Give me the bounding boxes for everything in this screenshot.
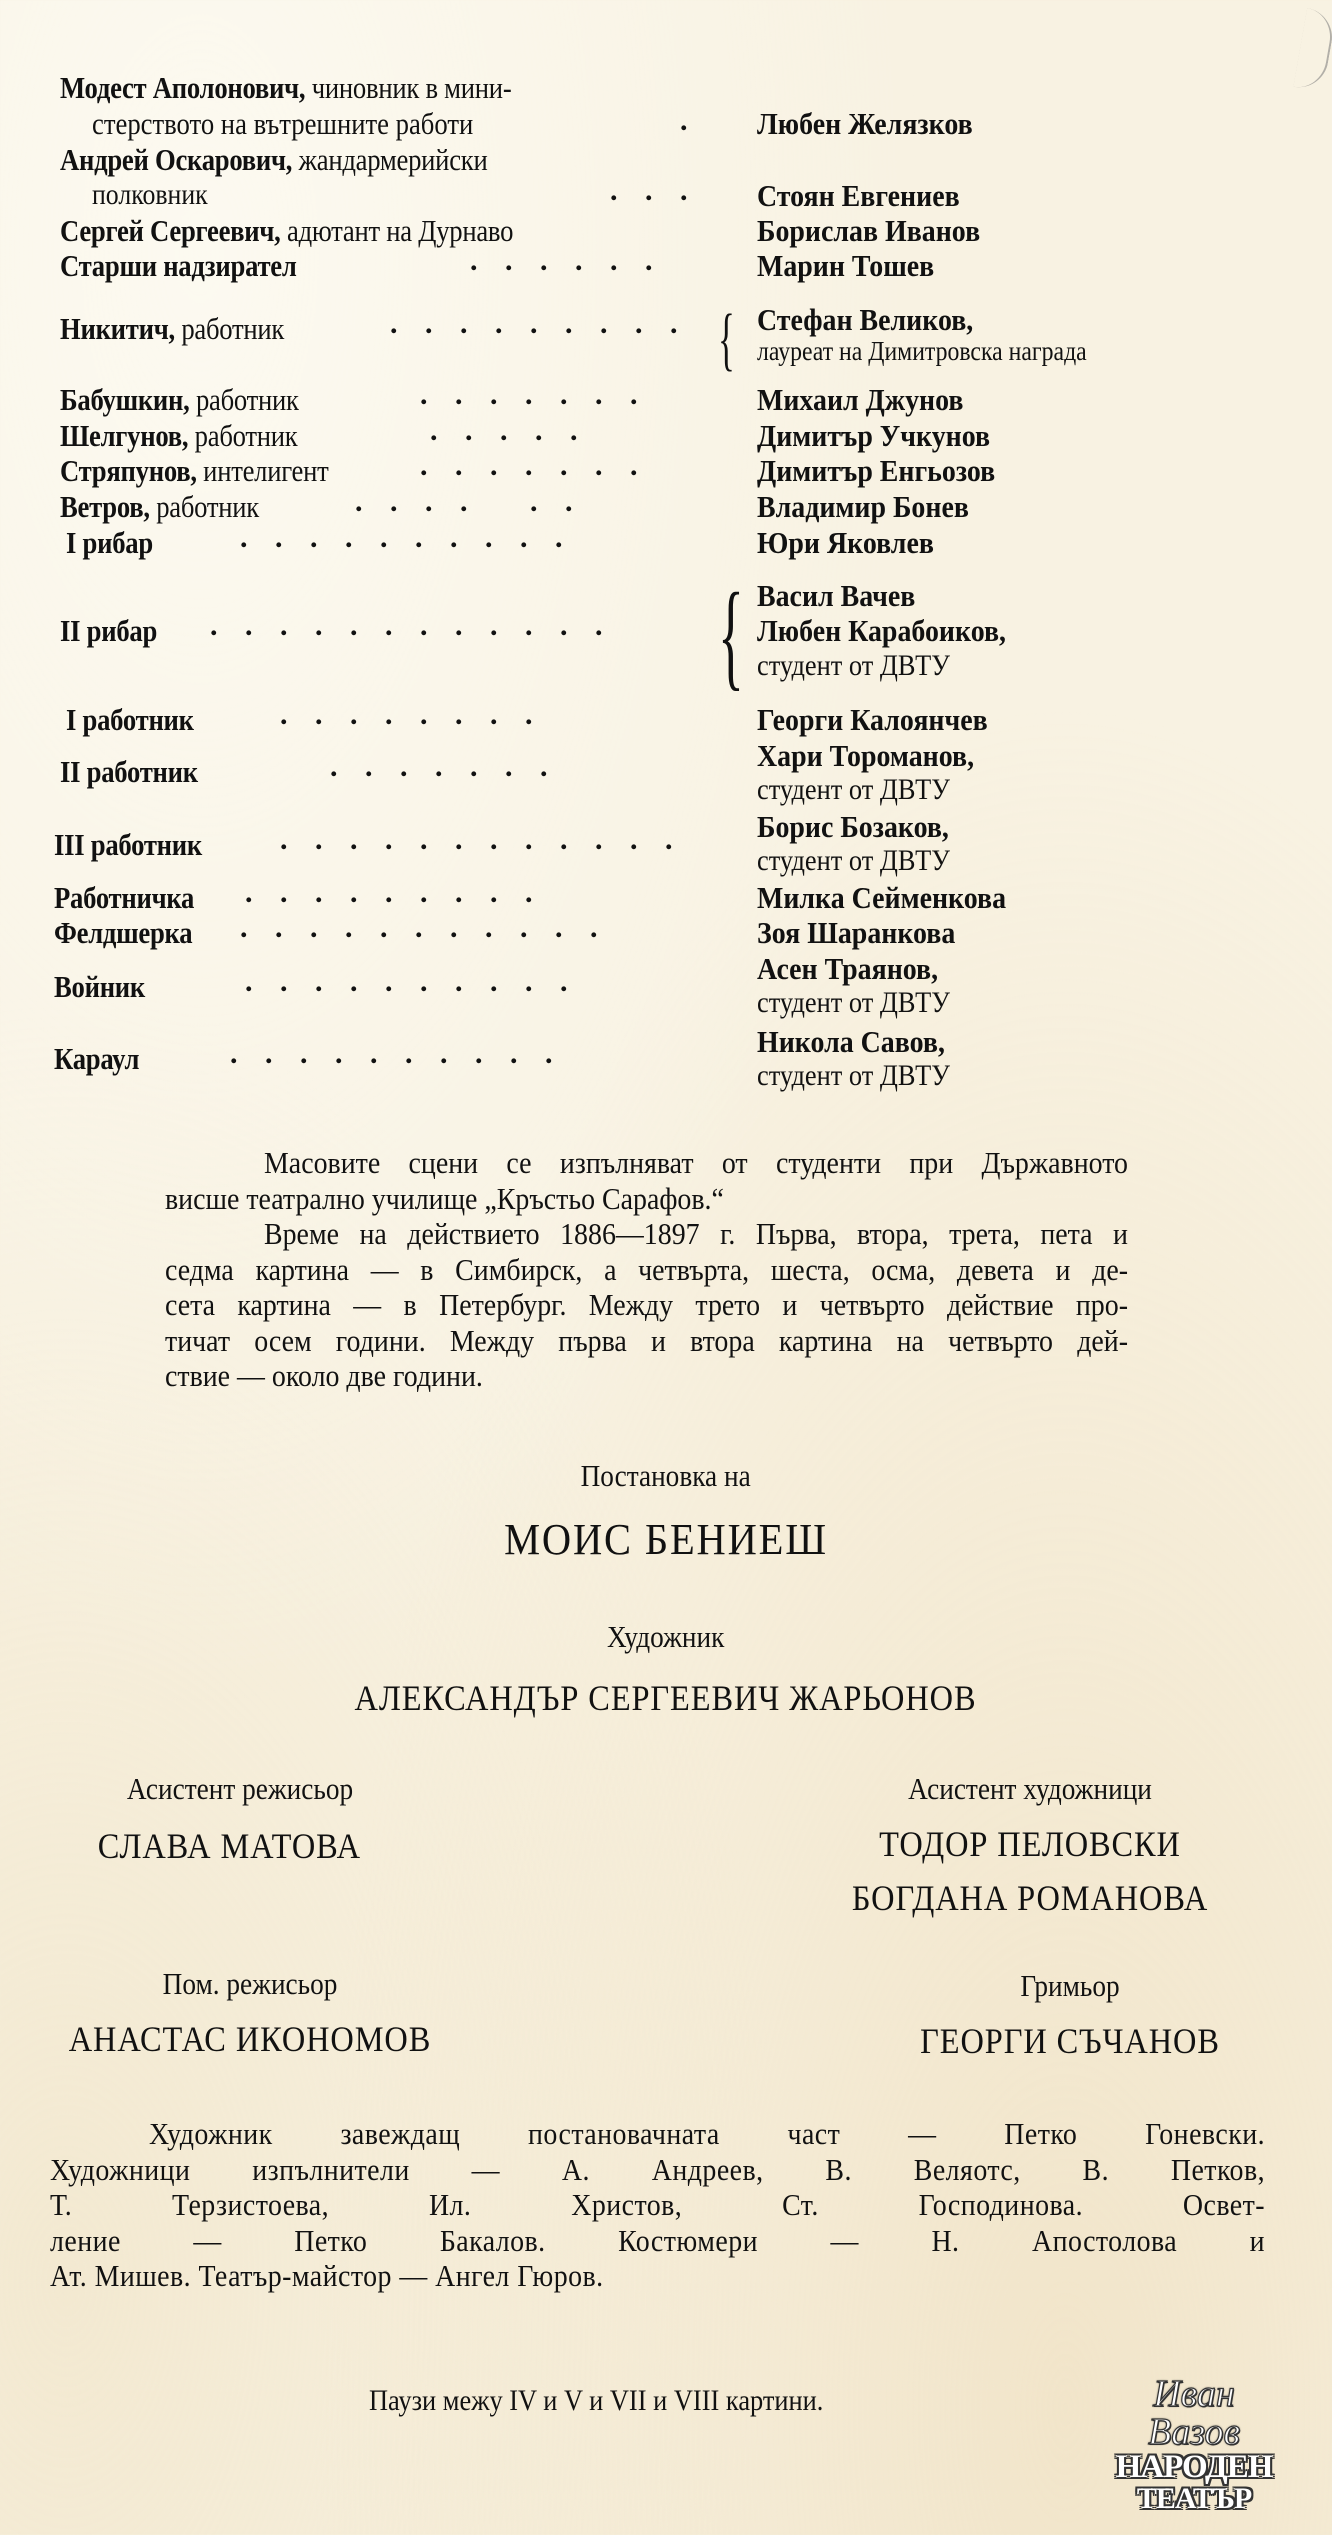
- role-name: III работник: [54, 827, 202, 862]
- actor-note: студент от ДВТУ: [757, 773, 950, 806]
- actor-name: Асен Траянов,: [757, 951, 939, 986]
- staff-paragraph: [50, 2116, 1265, 2294]
- national-theatre-logo: [1110, 2373, 1278, 2515]
- notes-line: висше театрално училище „Кръстьо Сарафов.“: [165, 1180, 724, 1216]
- actor-name: Васил Вачев: [757, 578, 916, 613]
- role-vetrov: [60, 491, 259, 522]
- actor-name: Никола Савов,: [757, 1024, 945, 1059]
- logo-line1: НАРОДЕН: [1115, 2449, 1273, 2485]
- deputy-director-name: АНАСТАС ИКОНОМОВ: [68, 2019, 432, 2059]
- actor-name: Димитър Учкунов: [757, 418, 991, 453]
- asst-designers-label: Асистент художници: [908, 1771, 1152, 1806]
- actor-note: лауреат на Димитровска награда: [757, 336, 1087, 366]
- leader-dots: . . . . . . . . . .: [240, 521, 573, 554]
- staff-line: Художници изпълнители — А. Андреев, В. Веляотс, В. Петков,: [50, 2151, 1265, 2187]
- actor-name: Хари Тороманов,: [757, 738, 975, 773]
- role-desc: работник: [174, 311, 285, 346]
- director-wrap: [0, 1515, 1332, 1564]
- notes-paragraph: [165, 1145, 1128, 1394]
- actor-name: Зоя Шаранкова: [757, 915, 956, 950]
- role-soldier: [54, 971, 145, 1002]
- role-guard: [54, 1043, 139, 1074]
- role-name: Работничка: [54, 880, 195, 915]
- role-name: Никитич,: [60, 311, 175, 346]
- brace-icon: {: [718, 568, 744, 701]
- notes-line: Масовите сцени се изпълняват от студенти при Държавното: [264, 1145, 1128, 1180]
- notes-line: ствие — около две години.: [165, 1358, 483, 1393]
- role-name: Модест Аполонович,: [60, 70, 306, 105]
- pencil-mark: [1293, 8, 1332, 92]
- role-name: II работник: [60, 754, 198, 789]
- role-name: Андрей Оскарович,: [60, 142, 293, 177]
- staff-line: ление — Петко Бакалов. Костюмери — Н. Апостолова и: [50, 2222, 1265, 2258]
- role-desc: адютант на Дурнаво: [280, 213, 514, 248]
- intermissions-wrap: [0, 2386, 1262, 2416]
- role-stryapunov: [60, 455, 329, 486]
- leader-dots: . . . . . .: [470, 244, 663, 277]
- role-babushkin: [60, 384, 299, 415]
- role-worker-1: [66, 704, 194, 735]
- asst-designer-name: БОГДАНА РОМАНОВА: [851, 1878, 1209, 1918]
- staff-line: Ат. Мишев. Театър-майстор — Ангел Гюров.: [50, 2258, 604, 2293]
- role-name: Стряпунов,: [60, 453, 197, 488]
- role-sergey: [60, 215, 513, 246]
- asst-designers-block: [820, 1773, 1240, 1916]
- logo-line2: ТЕАТЪР: [1136, 2482, 1252, 2515]
- actor-name: Милка Сейменкова: [757, 880, 1007, 915]
- leader-dots: . . . . .: [430, 414, 588, 447]
- deputy-director-block: [40, 1968, 460, 2057]
- role-senior-warden: [60, 250, 297, 281]
- role-desc: жандармерийски: [292, 142, 488, 177]
- leader-dots: . . . . . . . .: [280, 698, 543, 731]
- logo-script: Иван Вазов: [1147, 2373, 1241, 2453]
- role-worker-3: [54, 829, 202, 860]
- actor-name: Борислав Иванов: [757, 213, 981, 248]
- leader-dots: . . . . . . . . . .: [245, 965, 578, 998]
- role-desc: работник: [149, 489, 259, 524]
- asst-director-label: Асистент режисьор: [126, 1771, 354, 1806]
- role-desc: интелигент: [196, 453, 329, 488]
- leader-dots: . . . . . . . . . . . .: [280, 823, 683, 856]
- actor-name: Любен Карабоиков,: [757, 613, 1007, 648]
- actor-name: Любен Желязков: [757, 106, 973, 141]
- role-female-worker: [54, 882, 194, 913]
- designer-wrap: [0, 1680, 1332, 1716]
- staff-line: Т. Терзистоева, Ил. Христов, Ст. Господинова. Освет-: [50, 2187, 1265, 2222]
- leader-dots: . . . . . . . . . . .: [240, 911, 608, 944]
- actor-name: Димитър Енгьозов: [757, 453, 996, 488]
- leader-dots: . . . . . . .: [330, 750, 558, 783]
- role-name: I работник: [66, 702, 194, 737]
- actor-note: студент от ДВТУ: [757, 649, 950, 682]
- actor-name: Владимир Бонев: [757, 489, 969, 524]
- leader-dots: . . . . . . . . . .: [230, 1037, 563, 1070]
- leader-dots: . . . . . . . . .: [390, 307, 688, 340]
- role-shelgunov: [60, 420, 297, 451]
- leader-dots: . . . . . . .: [420, 449, 648, 482]
- notes-line: седма картина — в Симбирск, а четвърта, шеста, осма, девета и де-: [165, 1251, 1128, 1287]
- direction-label-wrap: [0, 1460, 1332, 1491]
- role-modest: [60, 72, 511, 103]
- notes-line: тичат осем години. Между първа и втора картина на четвърто дей-: [165, 1322, 1128, 1358]
- role-fisherman-1: [66, 527, 153, 558]
- role-name: I рибар: [66, 525, 153, 560]
- leader-dots: . . . . . . . . . . . .: [210, 609, 613, 642]
- role-name: II рибар: [60, 613, 158, 648]
- staff-line: Художник завеждащ постановачната част — Петко Гоневски.: [149, 2116, 1265, 2151]
- role-paramedic: [54, 917, 192, 948]
- role-name: Войник: [54, 969, 146, 1004]
- role-name: Ветров,: [60, 489, 150, 524]
- designer-label-wrap: [0, 1621, 1332, 1652]
- actor-name: Стоян Евгениев: [757, 178, 960, 213]
- role-andrey: [60, 144, 487, 175]
- leader-dots: .: [680, 104, 698, 137]
- notes-line: сета картина — в Петербург. Между трето и четвърто действие про-: [165, 1287, 1128, 1322]
- role-fisherman-2: [60, 615, 157, 646]
- designer-name: АЛЕКСАНДЪР СЕРГЕЕВИЧ ЖАРЬОНОВ: [355, 1678, 977, 1718]
- brace-icon: {: [718, 301, 735, 378]
- actor-note: студент от ДВТУ: [757, 1059, 950, 1092]
- leader-dots: . . . . . . . . .: [245, 876, 543, 909]
- role-nikitich: [60, 313, 284, 344]
- actor-name: Стефан Великов,: [757, 302, 974, 337]
- notes-line: Време на действието 1886—1897 г. Първа, втора, трета, пета и: [264, 1216, 1128, 1251]
- leader-dots: . . .: [610, 174, 698, 207]
- role-andrey-cont: полковник: [92, 178, 208, 211]
- role-desc: чиновник в мини-: [305, 70, 512, 105]
- deputy-director-label: Пом. режисьор: [162, 1966, 338, 2001]
- role-name: Фелдшерка: [54, 915, 193, 950]
- actor-name: Юри Яковлев: [757, 525, 934, 560]
- director-name: МОИС БЕНИЕШ: [504, 1515, 828, 1564]
- intermissions-note: Паузи межу IV и V и VII и VIII картини.: [368, 2384, 824, 2417]
- role-name: Сергей Сергеевич,: [60, 213, 281, 248]
- asst-director-name: СЛАВА МАТОВА: [97, 1826, 361, 1866]
- actor-note: студент от ДВТУ: [757, 844, 950, 877]
- direction-label: Постановка на: [580, 1458, 752, 1493]
- actor-note: студент от ДВТУ: [757, 986, 950, 1019]
- makeup-label: Гримьор: [1020, 1968, 1120, 2003]
- actor-name: Михаил Джунов: [757, 382, 964, 417]
- role-worker-2: [60, 756, 198, 787]
- role-modest-cont: стерството на вътрешните работи: [92, 106, 474, 141]
- role-name: Бабушкин,: [60, 382, 190, 417]
- leader-dots: . . . . . . .: [420, 378, 648, 411]
- actor-name: Георги Калоянчев: [757, 702, 988, 737]
- designer-label: Художник: [607, 1619, 725, 1654]
- role-desc: работник: [188, 418, 298, 453]
- role-name: Караул: [54, 1041, 140, 1076]
- asst-designer-name: ТОДОР ПЕЛОВСКИ: [879, 1824, 1181, 1864]
- asst-director-block: [60, 1773, 420, 1864]
- makeup-name: ГЕОРГИ СЪЧАНОВ: [920, 2021, 1220, 2061]
- actor-name: Борис Бозаков,: [757, 809, 949, 844]
- role-name: Шелгунов,: [60, 418, 189, 453]
- role-desc: работник: [189, 382, 299, 417]
- makeup-block: [870, 1970, 1270, 2059]
- leader-dots: . . . . . .: [355, 485, 583, 518]
- actor-name: Марин Тошев: [757, 248, 935, 283]
- role-name: Старши надзирател: [60, 248, 297, 283]
